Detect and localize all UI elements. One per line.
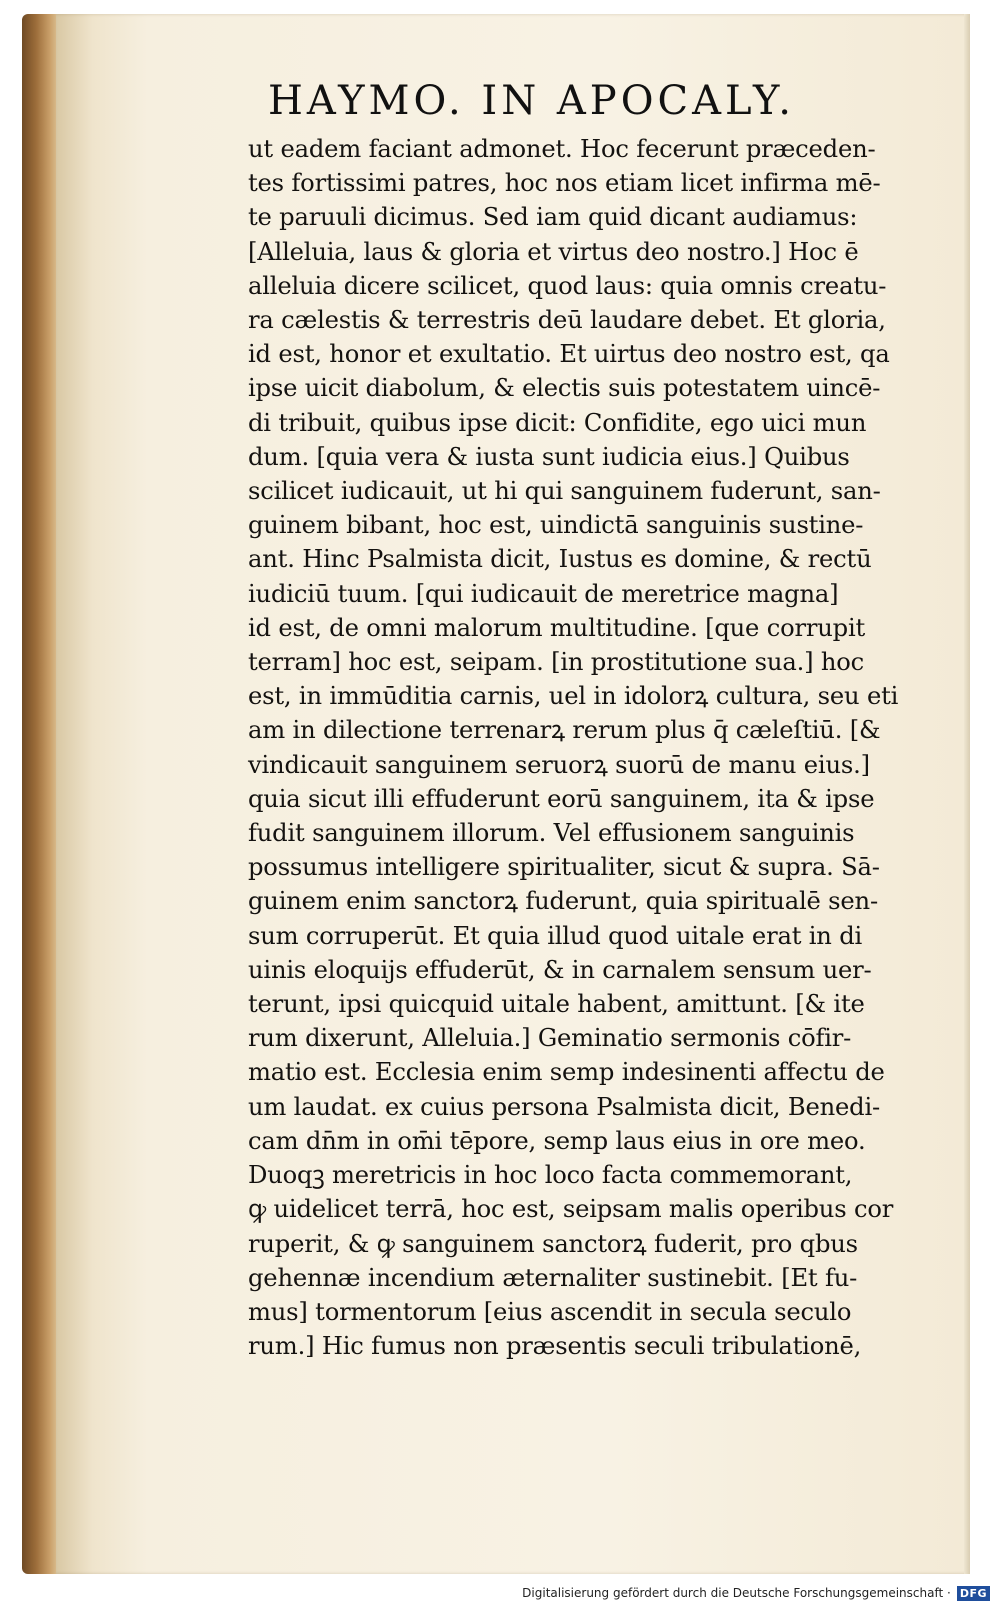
text-line: dum. [quia vera & iusta sunt iudicia eius.] Quibus	[248, 441, 850, 471]
text-line: est, in immūditia carnis, uel in idolorꝝ cultura, seu eti	[248, 681, 899, 711]
text-line: possumus intelligere spiritualiter, sicut & supra. Sā-	[248, 852, 880, 882]
dfg-logo: DFG	[957, 1586, 990, 1601]
text-line: quia sicut illi effuderunt eorū sanguinem, ita & ipse	[248, 783, 875, 813]
body-text	[248, 132, 968, 1363]
text-line: [Alleluia, laus & gloria et virtus deo nostro.] Hoc ē	[248, 236, 859, 266]
text-line: id est, de omni malorum multitudine. [que corrupit	[248, 612, 866, 642]
text-line: id est, honor et exultatio. Et uirtus deo nostro est, qa	[248, 339, 890, 369]
text-line: ut eadem faciant admonet. Hoc fecerunt præceden-	[248, 134, 876, 163]
text-line: gehennæ incendium æternaliter sustinebit. [Et fu-	[248, 1262, 858, 1292]
text-line: guinem bibant, hoc est, uindictā sanguinis sustine-	[248, 510, 864, 540]
text-line: terunt, ipsi quicquid uitale habent, amittunt. [& ite	[248, 989, 865, 1019]
text-line: alleluia dicere scilicet, quod laus: quia omnis creatu-	[248, 270, 887, 300]
text-line: rum dixerunt, Alleluia.] Geminatio sermonis cōfir-	[248, 1023, 852, 1053]
digitization-credit	[522, 1578, 990, 1608]
text-line: um laudat. ex cuius persona Psalmista dicit, Benedi-	[248, 1091, 881, 1121]
text-line: scilicet iudicauit, ut hi qui sanguinem fuderunt, san-	[248, 476, 881, 506]
credit-text: Digitalisierung gefördert durch die Deutsche Forschungsgemeinschaft ·	[522, 1586, 951, 1600]
text-line: iudiciū tuum. [qui iudicauit de meretrice magna]	[248, 578, 839, 608]
text-line: ra cælestis & terrestris deū laudare debet. Et gloria,	[248, 305, 886, 335]
text-line: mus] tormentorum [eius ascendit in secula seculo	[248, 1296, 852, 1326]
text-line: tes fortissimi patres, hoc nos etiam licet infirma mē-	[248, 168, 881, 198]
text-line: vindicauit sanguinem seruorꝝ suorū de manu eius.]	[248, 749, 870, 779]
text-line: uinis eloquijs effuderūt, & in carnalem sensum uer-	[248, 954, 872, 984]
text-line: di tribuit, quibus ipse dicit: Confidite, ego uici mun	[248, 407, 867, 437]
text-line: ꝙ uidelicet terrā, hoc est, seipsam malis operibus cor	[248, 1194, 894, 1224]
running-head: HAYMO. IN APOCALY.	[268, 78, 795, 124]
text-line: cam dn̄m in om̄i tēpore, semp laus eius in ore meo.	[248, 1125, 866, 1155]
text-line: guinem enim sanctorꝝ fuderunt, quia spiritualē sen-	[248, 886, 878, 916]
text-line: fudit sanguinem illorum. Vel effusionem sanguinis	[248, 818, 855, 848]
text-line: te paruuli dicimus. Sed iam quid dicant audiamus:	[248, 202, 858, 232]
text-line: Duoqꝫ meretricis in hoc loco facta commemorant,	[248, 1160, 853, 1190]
text-line: rum.] Hic fumus non præsentis seculi tribulationē,	[248, 1331, 862, 1361]
text-line: terram] hoc est, seipam. [in prostitutione sua.] hoc	[248, 647, 865, 677]
text-line: sum corruperūt. Et quia illud quod uitale erat in di	[248, 920, 863, 950]
text-line: matio est. Ecclesia enim semp indesinenti affectu de	[248, 1057, 885, 1087]
text-line: ruperit, & ꝙ sanguinem sanctorꝝ fuderit, pro qbus	[248, 1228, 858, 1258]
text-line: am in dilectione terrenarꝝ rerum plus q̄ cæleſtiū. [&	[248, 715, 881, 745]
text-line: ant. Hinc Psalmista dicit, Iustus es domine, & rectū	[248, 544, 872, 574]
text-line: ipse uicit diabolum, & electis suis potestatem uincē-	[248, 373, 881, 403]
